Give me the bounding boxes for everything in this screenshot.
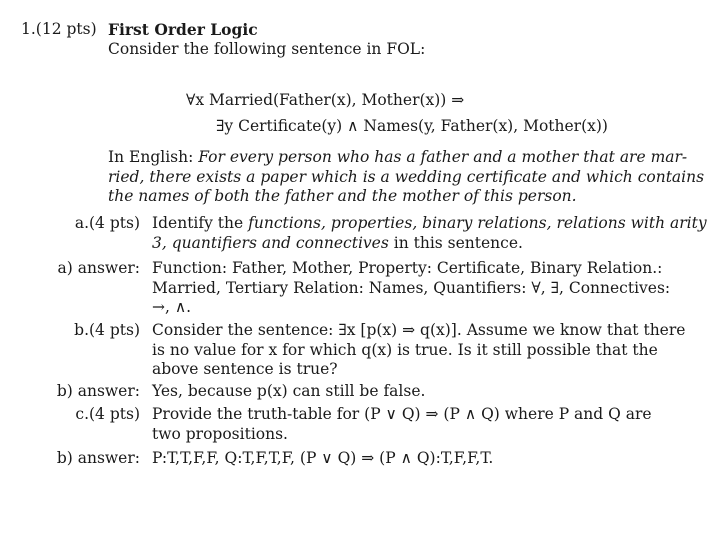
part-b-line-1: Consider the sentence: ∃x [p(x) ⇒ q(x)]. Assume we know that there [152,321,686,339]
question-number: 1.(12 pts) [21,20,97,38]
part-c-label: c.(4 pts) [75,405,140,423]
english-line-1: For every person who has a father and a mother that are mar- [198,148,688,166]
question-title: First Order Logic [108,20,258,39]
part-a-text-1a: Identify the [152,214,244,232]
formula-line-2: ∃y Certificate(y) ∧ Names(y, Father(x), Mother(x)) [216,117,608,135]
part-c-line-1: Provide the truth-table for (P ∨ Q) ⇒ (P ∧ Q) where P and Q are [152,405,652,423]
english-paragraph [108,148,705,207]
part-a-label: a.(4 pts) [74,214,140,232]
part-a-question [152,214,707,253]
part-b-line-2: is no value for x for which q(x) is true. Is it still possible that the [152,340,658,359]
part-a-text-2b: in this sentence. [393,233,523,252]
part-b-answer: Yes, because p(x) can still be false. [152,382,426,400]
question-intro: Consider the following sentence in FOL: [108,40,426,58]
english-label: In English: [108,148,194,166]
part-a-text-1b: functions, properties, binary relations, relations with arity [248,214,707,232]
part-b-label: b.(4 pts) [74,321,140,339]
english-line-3: the names of both the father and the mother of this person. [108,187,577,205]
part-a-answer-label: a) answer: [57,259,140,277]
part-b-answer-label: b) answer: [56,382,140,400]
part-a-answer-line-3: →, ∧. [152,298,192,316]
part-b-line-3: above sentence is true? [152,360,338,378]
part-a-answer-line-2: Married, Tertiary Relation: Names, Quantifiers: ∀, ∃, Connectives: [152,278,671,297]
part-b-question [152,321,702,380]
english-line-2: ried, there exists a paper which is a wedding certificate and which contains [108,167,705,186]
part-c-answer-label: b) answer: [56,449,140,467]
part-c-question [152,405,702,444]
part-a-text-2a: 3, quantifiers and connectives [152,233,389,252]
part-c-answer: P:T,T,F,F, Q:T,F,T,F, (P ∨ Q) ⇒ (P ∧ Q):T,F,F,T. [152,449,494,467]
part-a-answer [152,259,702,318]
formula-line-1: ∀x Married(Father(x), Mother(x)) ⇒ [186,91,465,109]
part-a-answer-line-1: Function: Father, Mother, Property: Certificate, Binary Relation.: [152,259,663,277]
part-c-line-2: two propositions. [152,424,288,443]
